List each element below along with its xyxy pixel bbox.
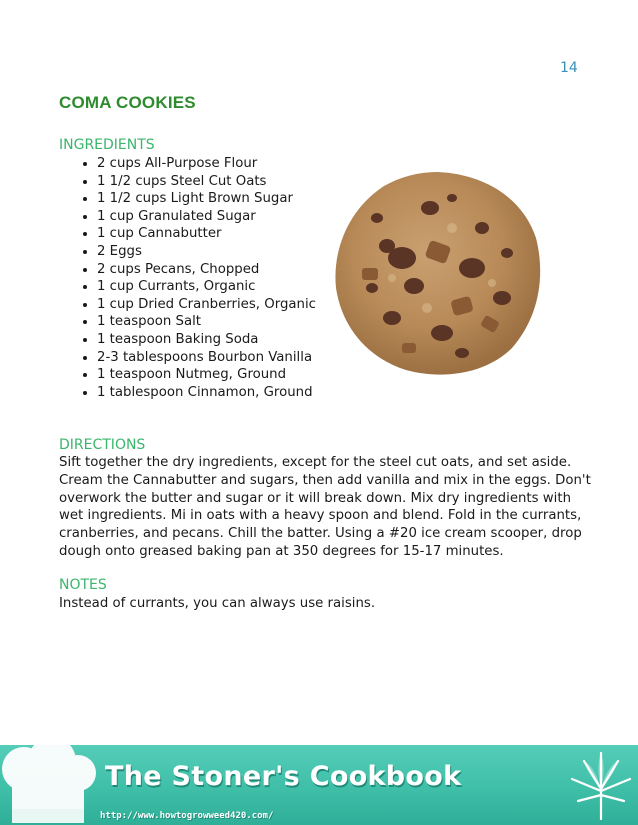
ingredient-item: • 1 teaspoon Baking Soda: [97, 331, 357, 349]
footer-url-link[interactable]: http://www.howtogrowweed420.com/: [100, 811, 274, 821]
directions-heading: DIRECTIONS: [59, 437, 146, 453]
ingredient-item: • 2-3 tablespoons Bourbon Vanilla: [97, 349, 357, 367]
chef-hat-icon: [0, 745, 104, 825]
ingredient-item: • 2 cups All-Purpose Flour: [97, 155, 357, 173]
ingredient-item: • 1 cup Granulated Sugar: [97, 208, 357, 226]
cannabis-leaf-icon: [564, 749, 638, 823]
ingredient-item: • 1 cup Dried Cranberries, Organic: [97, 296, 357, 314]
ingredient-item: • 2 Eggs: [97, 243, 357, 261]
page-number: 14: [560, 60, 578, 76]
footer-brand: The Stoner's Cookbook: [105, 761, 462, 792]
notes-heading: NOTES: [59, 577, 107, 593]
ingredient-item: • 2 cups Pecans, Chopped: [97, 261, 357, 279]
footer-banner: [0, 745, 638, 825]
ingredients-list: [59, 155, 357, 401]
ingredient-item: • 1 1/2 cups Light Brown Sugar: [97, 190, 357, 208]
cookie-photo: [332, 168, 544, 380]
ingredient-item: • 1 teaspoon Nutmeg, Ground: [97, 366, 357, 384]
notes-text: Instead of currants, you can always use raisins.: [59, 596, 376, 611]
recipe-title: COMA COOKIES: [59, 93, 196, 112]
ingredient-item: • 1 1/2 cups Steel Cut Oats: [97, 173, 357, 191]
directions-text: Sift together the dry ingredients, except for the steel cut oats, and set aside. Cream the Cannabutter and sugars, then add vanilla and mix in the eggs. Don't overwork the butter and sugar or it will break down. Mix dry ingredients with wet ingredients. Mi in oats with a heavy spoon and blend. Fold in the currants, cranberries, and pecans. Chill the batter. Using a #20 ice cream scooper, drop dough onto greased baking pan at 350 degrees for 15-17 minutes.: [59, 455, 591, 559]
ingredient-item: • 1 tablespoon Cinnamon, Ground: [97, 384, 357, 402]
ingredient-item: • 1 cup Currants, Organic: [97, 278, 357, 296]
ingredient-item: • 1 cup Cannabutter: [97, 225, 357, 243]
ingredients-heading: INGREDIENTS: [59, 137, 155, 153]
ingredient-item: • 1 teaspoon Salt: [97, 313, 357, 331]
